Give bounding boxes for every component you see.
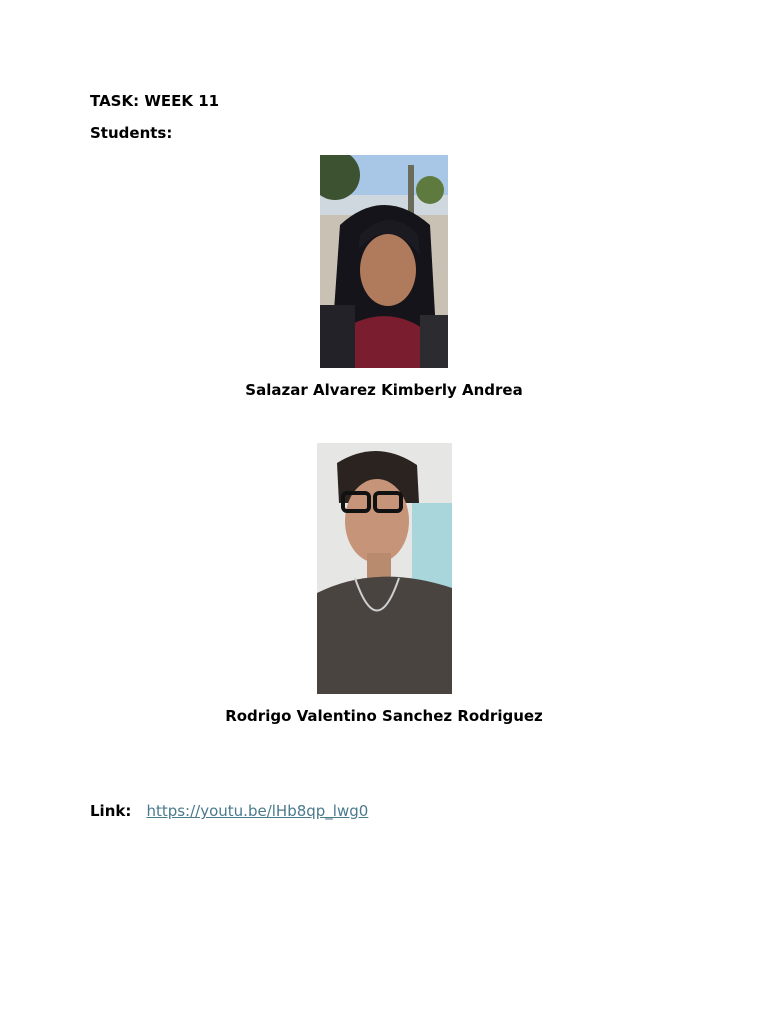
- student-name-2: Rodrigo Valentino Sanchez Rodriguez: [225, 707, 543, 725]
- document-title: TASK: WEEK 11: [90, 92, 220, 110]
- link-row: [90, 801, 368, 820]
- students-label: Students:: [90, 124, 173, 142]
- link-label: Link:: [90, 802, 132, 820]
- student-photo-1: [320, 155, 448, 368]
- student-photo-2: [317, 443, 452, 694]
- video-link[interactable]: https://youtu.be/lHb8qp_lwg0: [146, 802, 369, 820]
- student-name-1: Salazar Alvarez Kimberly Andrea: [245, 381, 523, 399]
